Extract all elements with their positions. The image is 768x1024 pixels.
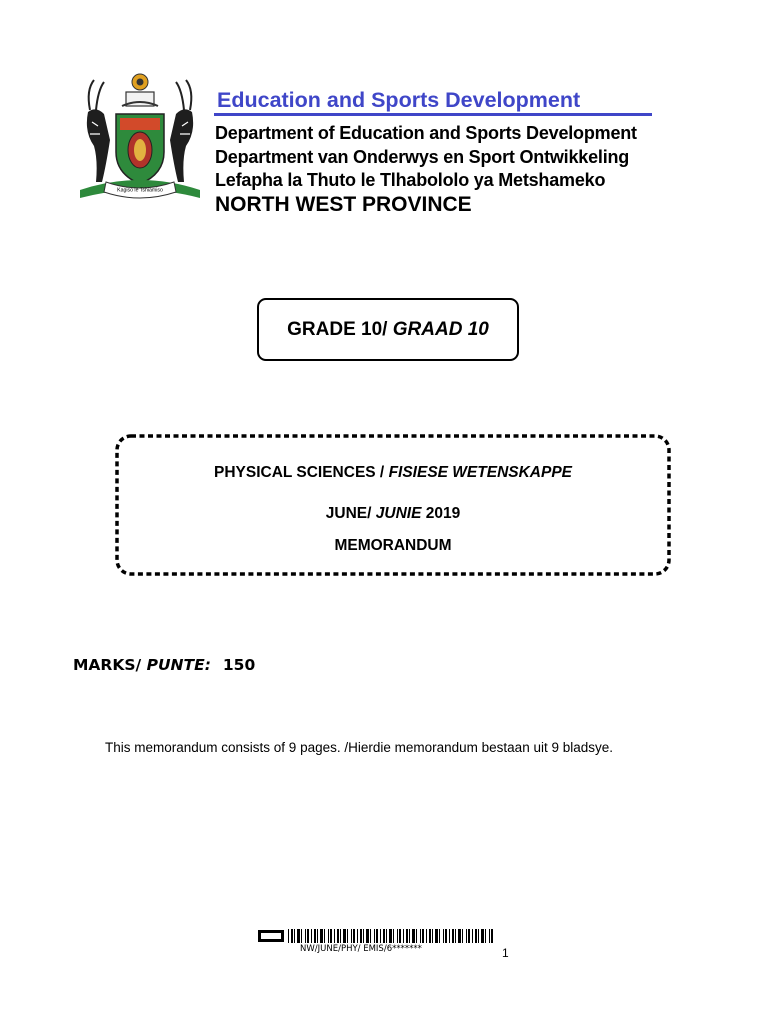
grade-afrikaans: GRAAD 10 [392, 318, 489, 340]
grade-box [257, 298, 519, 361]
subject-title [113, 464, 673, 482]
marks-label-english: MARKS/ [73, 656, 142, 674]
department-line-afrikaans: Department van Onderwys en Sport Ontwikkeling [215, 147, 630, 167]
barcode-image [258, 929, 494, 943]
department-line-setswana: Lefapha la Thuto le Tlhabololo ya Metshameko [215, 170, 606, 190]
exam-year: 2019 [425, 505, 461, 522]
coat-of-arms-logo [76, 70, 204, 208]
subject-afrikaans: FISIESE WETENSKAPPE [388, 464, 573, 481]
svg-text:Kagiso le Tshiamiso: Kagiso le Tshiamiso [117, 187, 163, 194]
exam-date [113, 505, 673, 523]
footer-code: NW/JUNE/PHY/ EMIS/6******* [300, 944, 422, 954]
marks-label-afrikaans: PUNTE: [146, 656, 211, 674]
grade-english: GRADE 10/ [287, 318, 388, 340]
page-number: 1 [502, 946, 509, 960]
org-title: Education and Sports Development [217, 88, 581, 112]
title-underline [214, 113, 652, 116]
marks-value: 150 [222, 656, 256, 674]
province-name: NORTH WEST PROVINCE [215, 193, 472, 216]
subject-english: PHYSICAL SCIENCES / [213, 464, 385, 481]
month-english: JUNE/ [325, 505, 372, 522]
month-afrikaans: JUNIE [375, 505, 422, 522]
marks-line [73, 656, 255, 674]
document-type: MEMORANDUM [334, 537, 452, 554]
department-line-english: Department of Education and Sports Development [215, 123, 637, 143]
page-count-note: This memorandum consists of 9 pages. /Hierdie memorandum bestaan uit 9 bladsye. [105, 740, 613, 755]
